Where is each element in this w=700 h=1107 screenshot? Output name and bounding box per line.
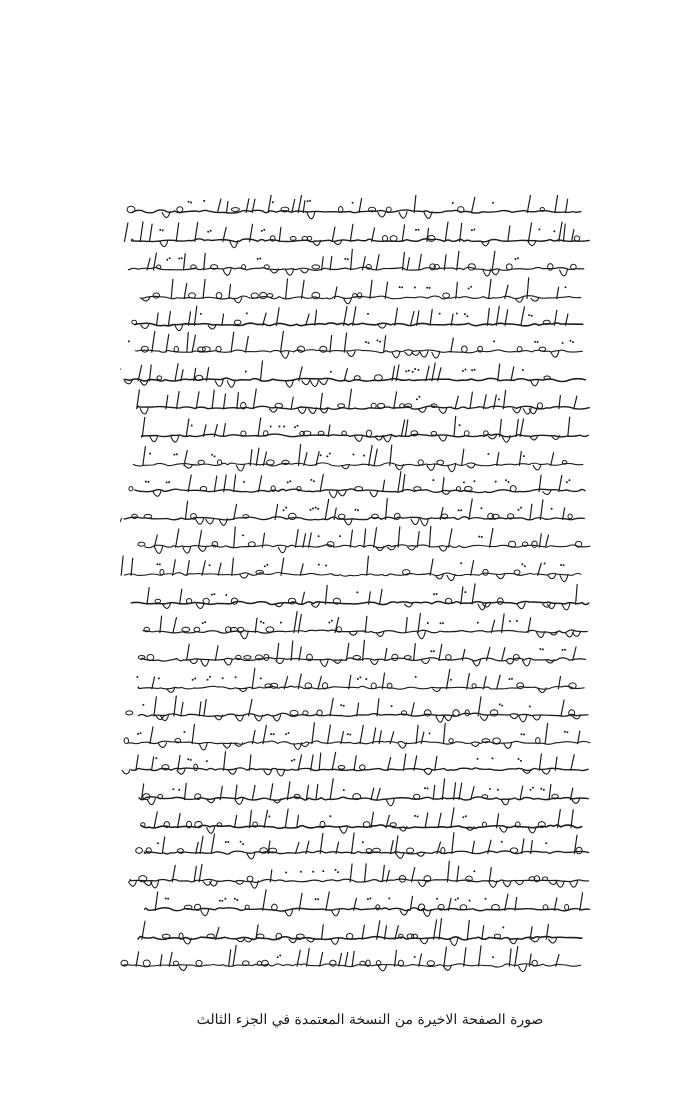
manuscript-line	[138, 640, 585, 666]
manuscript-line	[139, 779, 588, 806]
manuscript-line	[120, 499, 584, 526]
manuscript-line	[121, 945, 581, 971]
manuscript-page-image	[120, 195, 598, 990]
manuscript-line	[138, 919, 582, 946]
manuscript-line	[121, 556, 581, 582]
manuscript-line	[132, 306, 583, 331]
manuscript-line	[128, 331, 583, 358]
manuscript-line	[122, 752, 588, 776]
manuscript-line	[129, 861, 589, 888]
manuscript-line	[125, 222, 590, 248]
manuscript-line	[142, 416, 589, 442]
page-caption: صورة الصفحة الاخيرة من النسخة المعتمدة في الجزء الثالث	[196, 1012, 544, 1028]
manuscript-line	[136, 833, 589, 859]
manuscript-line	[129, 472, 585, 498]
manuscript-line	[126, 696, 588, 722]
manuscript-line	[133, 445, 583, 472]
manuscript-line	[140, 278, 580, 304]
manuscript-line	[120, 361, 585, 387]
manuscript-line	[137, 389, 590, 414]
manuscript-line	[124, 723, 590, 750]
manuscript-line	[145, 890, 590, 917]
manuscript-line	[131, 584, 588, 610]
manuscript-line	[127, 195, 581, 219]
manuscript-line	[128, 250, 583, 277]
manuscript-line	[143, 612, 587, 639]
manuscript-line	[136, 668, 584, 692]
handwritten-script-drawing	[120, 195, 598, 990]
manuscript-line	[138, 526, 590, 553]
manuscript-line	[141, 808, 582, 833]
